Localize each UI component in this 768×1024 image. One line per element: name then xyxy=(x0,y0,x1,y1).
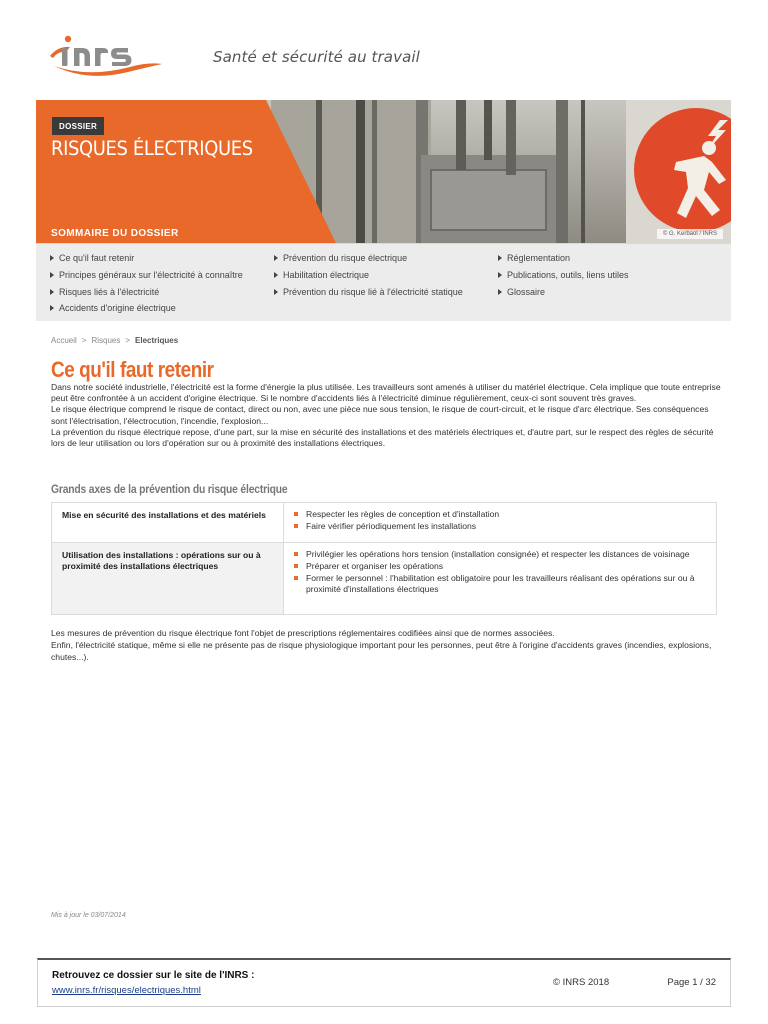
triangle-bullet-icon xyxy=(274,289,278,295)
triangle-bullet-icon xyxy=(50,255,54,261)
dossier-banner xyxy=(36,100,731,243)
summary-column-3 xyxy=(498,250,718,300)
axis-title: Mise en sécurité des installations et des matériels xyxy=(52,503,284,543)
intro-paragraph: La prévention du risque électrique repose, d'une part, sur la mise en sécurité des installations et des matériels électriques et, d'autre part, sur le respect des règles de sécurité lors de leur utilisation ou lors d'opération sur ou à proximité des installations électriques. xyxy=(51,426,714,449)
outro-text xyxy=(51,628,721,663)
summary-link[interactable]: Principes généraux sur l'électricité à connaître xyxy=(50,267,270,284)
summary-column-2 xyxy=(274,250,494,300)
sommaire-title: SOMMAIRE DU DOSSIER xyxy=(51,228,179,239)
bullet-list xyxy=(292,549,706,594)
outro-paragraph: Les mesures de prévention du risque électrique font l'objet de prescriptions réglementaires codifiées ainsi que de normes associées. xyxy=(51,628,555,638)
list-item: Préparer et organiser les opérations xyxy=(292,561,706,572)
last-updated: Mis à jour le 03/07/2014 xyxy=(51,912,126,919)
breadcrumb xyxy=(51,336,178,345)
footer-text: Retrouvez ce dossier sur le site de l'INRS : xyxy=(52,970,255,981)
intro-text xyxy=(51,382,721,449)
intro-paragraph: Le risque électrique comprend le risque de contact, direct ou non, avec une pièce nue sous tension, le risque de court-circuit, et le risque d'arc électrique. Ses conséquences sont l'électrisation, l'électrocution, l'incendie, l'explosion... xyxy=(51,404,709,426)
table-row xyxy=(52,543,717,615)
summary-column-1 xyxy=(50,250,270,317)
summary-link[interactable]: Ce qu'il faut retenir xyxy=(50,250,270,267)
photo-credit: © G. Kerbaol / INRS xyxy=(657,229,723,239)
bullet-list xyxy=(292,509,706,532)
page-number: Page 1 / 32 xyxy=(667,977,716,988)
list-item: Privilégier les opérations hors tension (installation consignée) et respecter les distances de voisinage xyxy=(292,549,706,560)
breadcrumb-separator: > xyxy=(81,336,87,345)
axis-actions xyxy=(284,543,717,615)
summary-link[interactable]: Publications, outils, liens utiles xyxy=(498,267,718,284)
triangle-bullet-icon xyxy=(50,305,54,311)
summary-link[interactable]: Habilitation électrique xyxy=(274,267,494,284)
copyright: © INRS 2018 xyxy=(553,977,610,988)
triangle-bullet-icon xyxy=(498,272,502,278)
banner-orange-overlay xyxy=(36,100,731,243)
list-item: Former le personnel : l'habilitation est obligatoire pour les travailleurs réalisant des opérations sur ou à proximité d'installations électriques xyxy=(292,573,706,594)
summary-link[interactable]: Prévention du risque électrique xyxy=(274,250,494,267)
prevention-axes-table xyxy=(51,502,717,615)
triangle-bullet-icon xyxy=(50,272,54,278)
footer-link[interactable]: www.inrs.fr/risques/electriques.html xyxy=(52,985,201,996)
dossier-title: RISQUES ÉLECTRIQUES xyxy=(51,137,253,160)
triangle-bullet-icon xyxy=(274,255,278,261)
triangle-bullet-icon xyxy=(50,289,54,295)
triangle-bullet-icon xyxy=(498,289,502,295)
outro-paragraph: Enfin, l'électricité statique, même si elle ne présente pas de risque physiologique important pour les personnes, peut être à l'origine d'accidents graves (incendies, explosions, chutes...). xyxy=(51,639,712,662)
tagline: Santé et sécurité au travail xyxy=(213,48,420,66)
inrs-logo[interactable] xyxy=(48,34,166,80)
breadcrumb-home[interactable]: Accueil xyxy=(51,336,77,345)
triangle-bullet-icon xyxy=(274,272,278,278)
dossier-summary xyxy=(36,243,731,321)
axis-actions xyxy=(284,503,717,543)
page-footer xyxy=(37,958,731,1007)
triangle-bullet-icon xyxy=(498,255,502,261)
summary-link[interactable]: Accidents d'origine électrique xyxy=(50,300,270,317)
page-header xyxy=(0,0,768,100)
breadcrumb-current: Electriques xyxy=(135,336,179,345)
breadcrumb-separator: > xyxy=(125,336,131,345)
summary-link[interactable]: Risques liés à l'électricité xyxy=(50,283,270,300)
breadcrumb-risques[interactable]: Risques xyxy=(91,336,121,345)
summary-link[interactable]: Glossaire xyxy=(498,283,718,300)
section-title: Grands axes de la prévention du risque électrique xyxy=(51,482,288,496)
axis-title: Utilisation des installations : opérations sur ou à proximité des installations électriques xyxy=(52,543,284,615)
list-item: Faire vérifier périodiquement les installations xyxy=(292,521,706,532)
summary-link[interactable]: Prévention du risque lié à l'électricité statique xyxy=(274,283,494,300)
page-title: Ce qu'il faut retenir xyxy=(51,357,214,382)
list-item: Respecter les règles de conception et d'installation xyxy=(292,509,706,520)
table-row xyxy=(52,503,717,543)
summary-link[interactable]: Réglementation xyxy=(498,250,718,267)
dossier-tag: DOSSIER xyxy=(52,117,104,135)
intro-paragraph: Dans notre société industrielle, l'électricité est la forme d'énergie la plus utilisée. Les travailleurs sont amenés à utiliser du matériel électrique. Cela implique que toute entreprise peut être confrontée à un accident d'origine électrique. Si le nombre d'accidents liés à l'électricité diminue régulièrement, ceux-ci sont souvent très graves. xyxy=(51,382,721,404)
